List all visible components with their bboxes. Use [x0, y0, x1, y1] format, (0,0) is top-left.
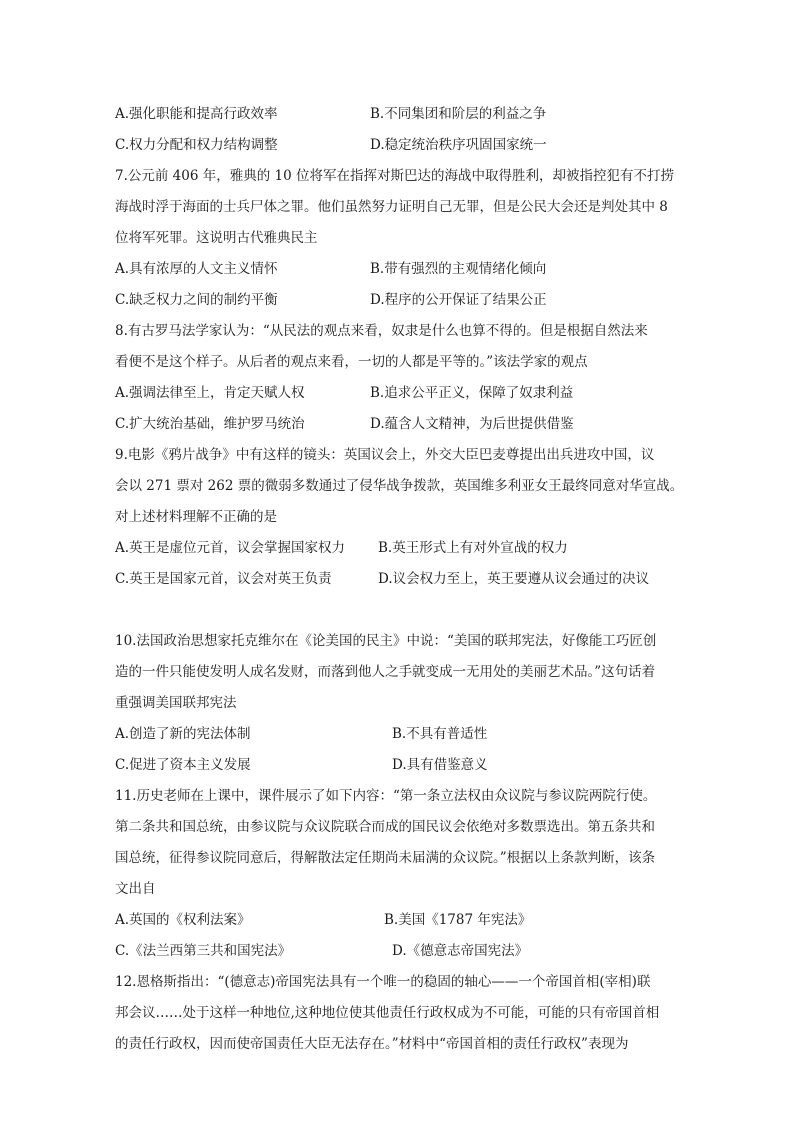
q9-option-c: C.英王是国家元首，议会对英王负责 — [115, 571, 332, 587]
q12-stem-line-3: 的责任行政权，因而使帝国责任大臣无法存在。”材料中“帝国首相的责任行政权”表现为 — [115, 1036, 629, 1052]
q10-stem-line-3: 重强调美国联邦宪法 — [115, 695, 237, 711]
q10-option-b: B.不具有普适性 — [392, 726, 488, 742]
q7-option-d: D.程序的公开保证了结果公正 — [370, 292, 547, 308]
q8-stem-line-2: 看便不是这个样子。从后者的观点来看，一切的人都是平等的。”该法学家的观点 — [115, 354, 588, 370]
q8-option-b: B.追求公平正义，保障了奴隶利益 — [370, 385, 574, 401]
q11-option-a: A.英国的《权利法案》 — [115, 912, 251, 928]
q7-option-b: B.带有强烈的主观情绪化倾向 — [370, 261, 547, 277]
q7-option-c: C.缺乏权力之间的制约平衡 — [115, 292, 278, 308]
q11-option-b: B.美国《1787 年宪法》 — [384, 912, 532, 928]
q7-stem-line-2: 海战时浮于海面的士兵尸体之罪。他们虽然努力证明自己无罪，但是公民大会还是判处其中 8 — [115, 199, 668, 215]
q9-stem-line-2: 会以 271 票对 262 票的微弱多数通过了侵华战争拨款，英国维多利亚女王最终同意对华宣战。 — [115, 478, 684, 494]
q11-stem-line-2: 第二条共和国总统，由参议院与众议院联合而成的国民议会依绝对多数票选出。第五条共和 — [115, 819, 655, 835]
q7-stem-line-3: 位将军死罪。这说明古代雅典民主 — [115, 230, 318, 246]
q7-option-a: A.具有浓厚的人文主义情怀 — [115, 261, 278, 277]
q9-stem-line-3: 对上述材料理解不正确的是 — [115, 509, 277, 525]
q11-option-c: C.《法兰西第三共和国宪法》 — [115, 943, 292, 959]
q12-stem-line-1: 12.恩格斯指出：“(德意志)帝国宪法具有一个唯一的稳固的轴心——一个帝国首相(宰相)联 — [115, 974, 651, 990]
q11-stem-line-3: 国总统，征得参议院同意后，得解散法定任期尚未届满的众议院。”根据以上条款判断，该条 — [115, 850, 656, 866]
q9-option-a: A.英王是虚位元首，议会掌握国家权力 — [115, 540, 346, 556]
q11-stem-line-1: 11.历史老师在上课中，课件展示了如下内容：“第一条立法权由众议院与参议院两院行使。 — [115, 788, 657, 804]
q9-option-b: B.英王形式上有对外宣战的权力 — [378, 540, 568, 556]
q7-stem-line-1: 7.公元前 406 年，雅典的 10 位将军在指挥对斯巴达的海战中取得胜利，却被指控犯有不打捞 — [115, 168, 674, 184]
q11-option-d: D.《德意志帝国宪法》 — [392, 943, 529, 959]
q6-option-d: D.稳定统治秩序巩固国家统一 — [370, 137, 547, 153]
q11-stem-line-4: 文出自 — [115, 881, 156, 897]
q10-stem-line-2: 造的一件只能使发明人成名发财，而落到他人之手就变成一无用处的美丽艺术品。”这句话着 — [115, 664, 656, 680]
q9-option-d: D.议会权力至上，英王要遵从议会通过的决议 — [378, 571, 650, 587]
q10-option-d: D.具有借鉴意义 — [392, 757, 488, 773]
q10-option-c: C.促进了资本主义发展 — [115, 757, 251, 773]
q6-option-b: B.不同集团和阶层的利益之争 — [370, 106, 547, 122]
q10-stem-line-1: 10.法国政治思想家托克维尔在《论美国的民主》中说：“美国的联邦宪法，好像能工巧匠创 — [115, 633, 657, 649]
q6-option-c: C.权力分配和权力结构调整 — [115, 137, 278, 153]
q8-option-a: A.强调法律至上，肯定天赋人权 — [115, 385, 305, 401]
q6-option-a: A.强化职能和提高行政效率 — [115, 106, 278, 122]
q8-option-c: C.扩大统治基础，维护罗马统治 — [115, 416, 305, 432]
q8-stem-line-1: 8.有古罗马法学家认为：“从民法的观点来看，奴隶是什么也算不得的。但是根据自然法来 — [115, 323, 648, 339]
q10-option-a: A.创造了新的宪法体制 — [115, 726, 251, 742]
q8-option-d: D.蕴含人文精神，为后世提供借鉴 — [370, 416, 574, 432]
q12-stem-line-2: 邦会议……处于这样一种地位,这种地位使其他责任行政权成为不可能，可能的只有帝国首相 — [115, 1005, 660, 1021]
q9-stem-line-1: 9.电影《鸦片战争》中有这样的镜头：英国议会上，外交大臣巴麦尊提出出兵进攻中国，议 — [115, 447, 655, 463]
